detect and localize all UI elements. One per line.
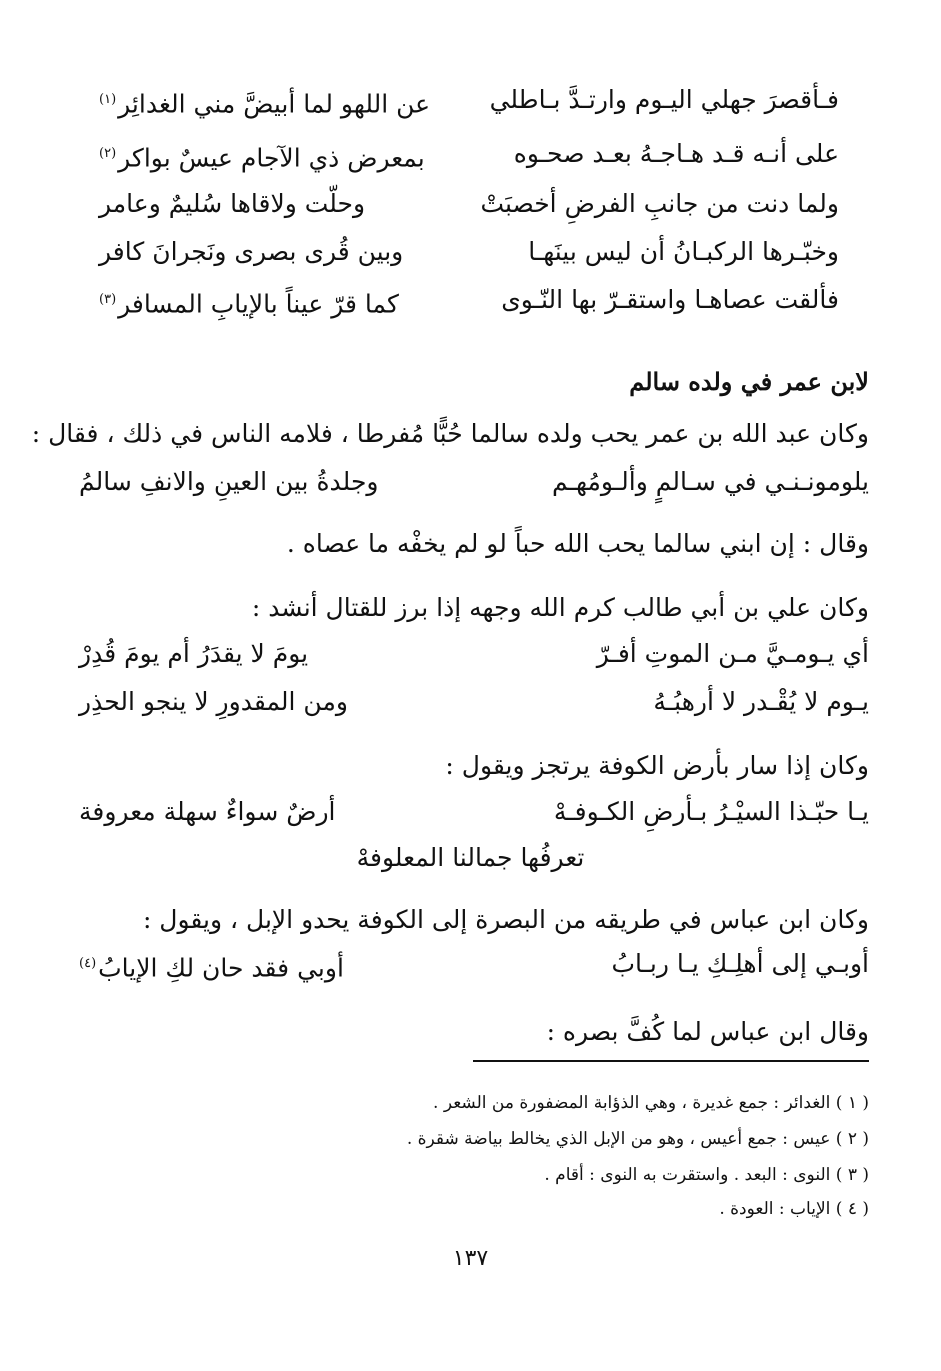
- paragraph: وكان عبد الله بن عمر يحب ولده سالما حُبًّا مُفرطا ، فلامه الناس في ذلك ، فقال :: [31, 419, 869, 448]
- verse-first-hemistich: يلومونـنـي في سـالمٍ وألـومُهـم: [552, 467, 869, 496]
- verse-second-hemistich: ومن المقدورِ لا ينجو الحذِر: [79, 687, 348, 716]
- verse-second-hemistich: وبين قُرى بصرى ونَجرانَ كافر: [99, 237, 404, 266]
- poem-verse: [99, 182, 839, 226]
- poem-verse: [79, 942, 869, 986]
- verse-first-hemistich: أوبـي إلى أهلِـكِ يـا ربـابُ: [611, 949, 869, 978]
- verse-first-hemistich: ولما دنت من جانبِ الفرضِ أخصبَتْ: [480, 189, 839, 218]
- poem-verse: [99, 78, 839, 122]
- footnote: ( ٤ ) الإياب : العودة .: [719, 1199, 869, 1219]
- poem-verse: [79, 790, 869, 834]
- verse-first-hemistich: يـا حبّـذا السيْـرُ بـأرضِ الكـوفـهْ: [553, 797, 869, 826]
- verse-second-hemistich: [99, 132, 425, 180]
- paragraph: وكان ابن عباس في طريقه من البصرة إلى الكوفة يحدو الإبل ، ويقول :: [142, 905, 869, 934]
- paragraph: وقال ابن عباس لما كُفَّ بصره :: [546, 1017, 869, 1046]
- verse-first-hemistich: وخبّـرها الركبـانُ أن ليس بينَهـا: [528, 237, 839, 266]
- footnote-divider: [473, 1060, 869, 1062]
- poem-verse: [79, 460, 869, 504]
- poem-verse: [79, 632, 869, 676]
- centered-verse: تعرفُها جمالنا المعلوفهْ: [356, 843, 585, 872]
- verse-text: أوبي فقد حان لكِ الإيابُ: [98, 953, 344, 983]
- poem-verse: [99, 278, 839, 322]
- verse-second-hemistich: يومَ لا يقدَرُ أم يومَ قُدِرْ: [79, 639, 309, 668]
- footnote: ( ٣ ) النوى : البعد . واستقرت به النوى : أقام .: [544, 1165, 869, 1185]
- page-number: ١٣٧: [452, 1246, 489, 1271]
- paragraph: وكان إذا سار بأرض الكوفة يرتجز ويقول :: [445, 751, 869, 780]
- footnote-marker: (١): [99, 92, 117, 107]
- verse-text: كما قرّ عيناً بالإيابِ المسافر: [118, 289, 399, 319]
- verse-second-hemistich: أرضٌ سواءٌ سهلة معروفة: [79, 797, 336, 826]
- poem-verse: [79, 680, 869, 724]
- verse-first-hemistich: فألقت عصاهـا واستقـرّ بها النّـوى: [501, 285, 839, 314]
- verse-first-hemistich: يـوم لا يُقْـدر لا أرهبُـهُ: [653, 687, 869, 716]
- paragraph: وكان علي بن أبي طالب كرم الله وجهه إذا برز للقتال أنشد :: [251, 593, 869, 622]
- verse-first-hemistich: أي يـومـيَّ مـن الموتِ أفـرّ: [596, 639, 869, 668]
- paragraph: وقال : إن ابني سالما يحب الله حباً لو لم يخفْه ما عصاه .: [286, 529, 869, 558]
- footnote: ( ٢ ) عيس : جمع أعيس ، وهو من الإبل الذي يخالط بياضة شقرة .: [406, 1129, 869, 1149]
- footnote-marker: (٤): [79, 956, 97, 971]
- footnote-marker: (٢): [99, 146, 117, 161]
- verse-first-hemistich: على أنـه قـد هـاجـهُ بعـد صحـوه: [513, 139, 839, 168]
- verse-first-hemistich: فـأقصرَ جهلي اليـوم وارتـدَّ بـاطلي: [489, 85, 839, 114]
- poem-verse: [99, 132, 839, 176]
- verse-second-hemistich: وحلّت ولاقاها سُليمٌ وعامر: [99, 189, 366, 218]
- footnote: ( ١ ) الغدائر : جمع غديرة ، وهي الذؤابة المضفورة من الشعر .: [433, 1093, 869, 1113]
- verse-text: عن اللهو لما أبيضَّ مني الغدائِر: [118, 89, 431, 119]
- poem-verse: [99, 230, 839, 274]
- section-heading: لابن عمر في ولده سالم: [629, 367, 869, 396]
- verse-second-hemistich: [79, 942, 344, 990]
- verse-second-hemistich: [99, 278, 399, 326]
- verse-text: بمعرض ذي الآجام عيسٌ بواكر: [118, 143, 425, 173]
- verse-second-hemistich: [99, 78, 430, 126]
- footnote-marker: (٣): [99, 292, 117, 307]
- verse-second-hemistich: وجلدةُ بين العينِ والانفِ سالمُ: [79, 467, 379, 496]
